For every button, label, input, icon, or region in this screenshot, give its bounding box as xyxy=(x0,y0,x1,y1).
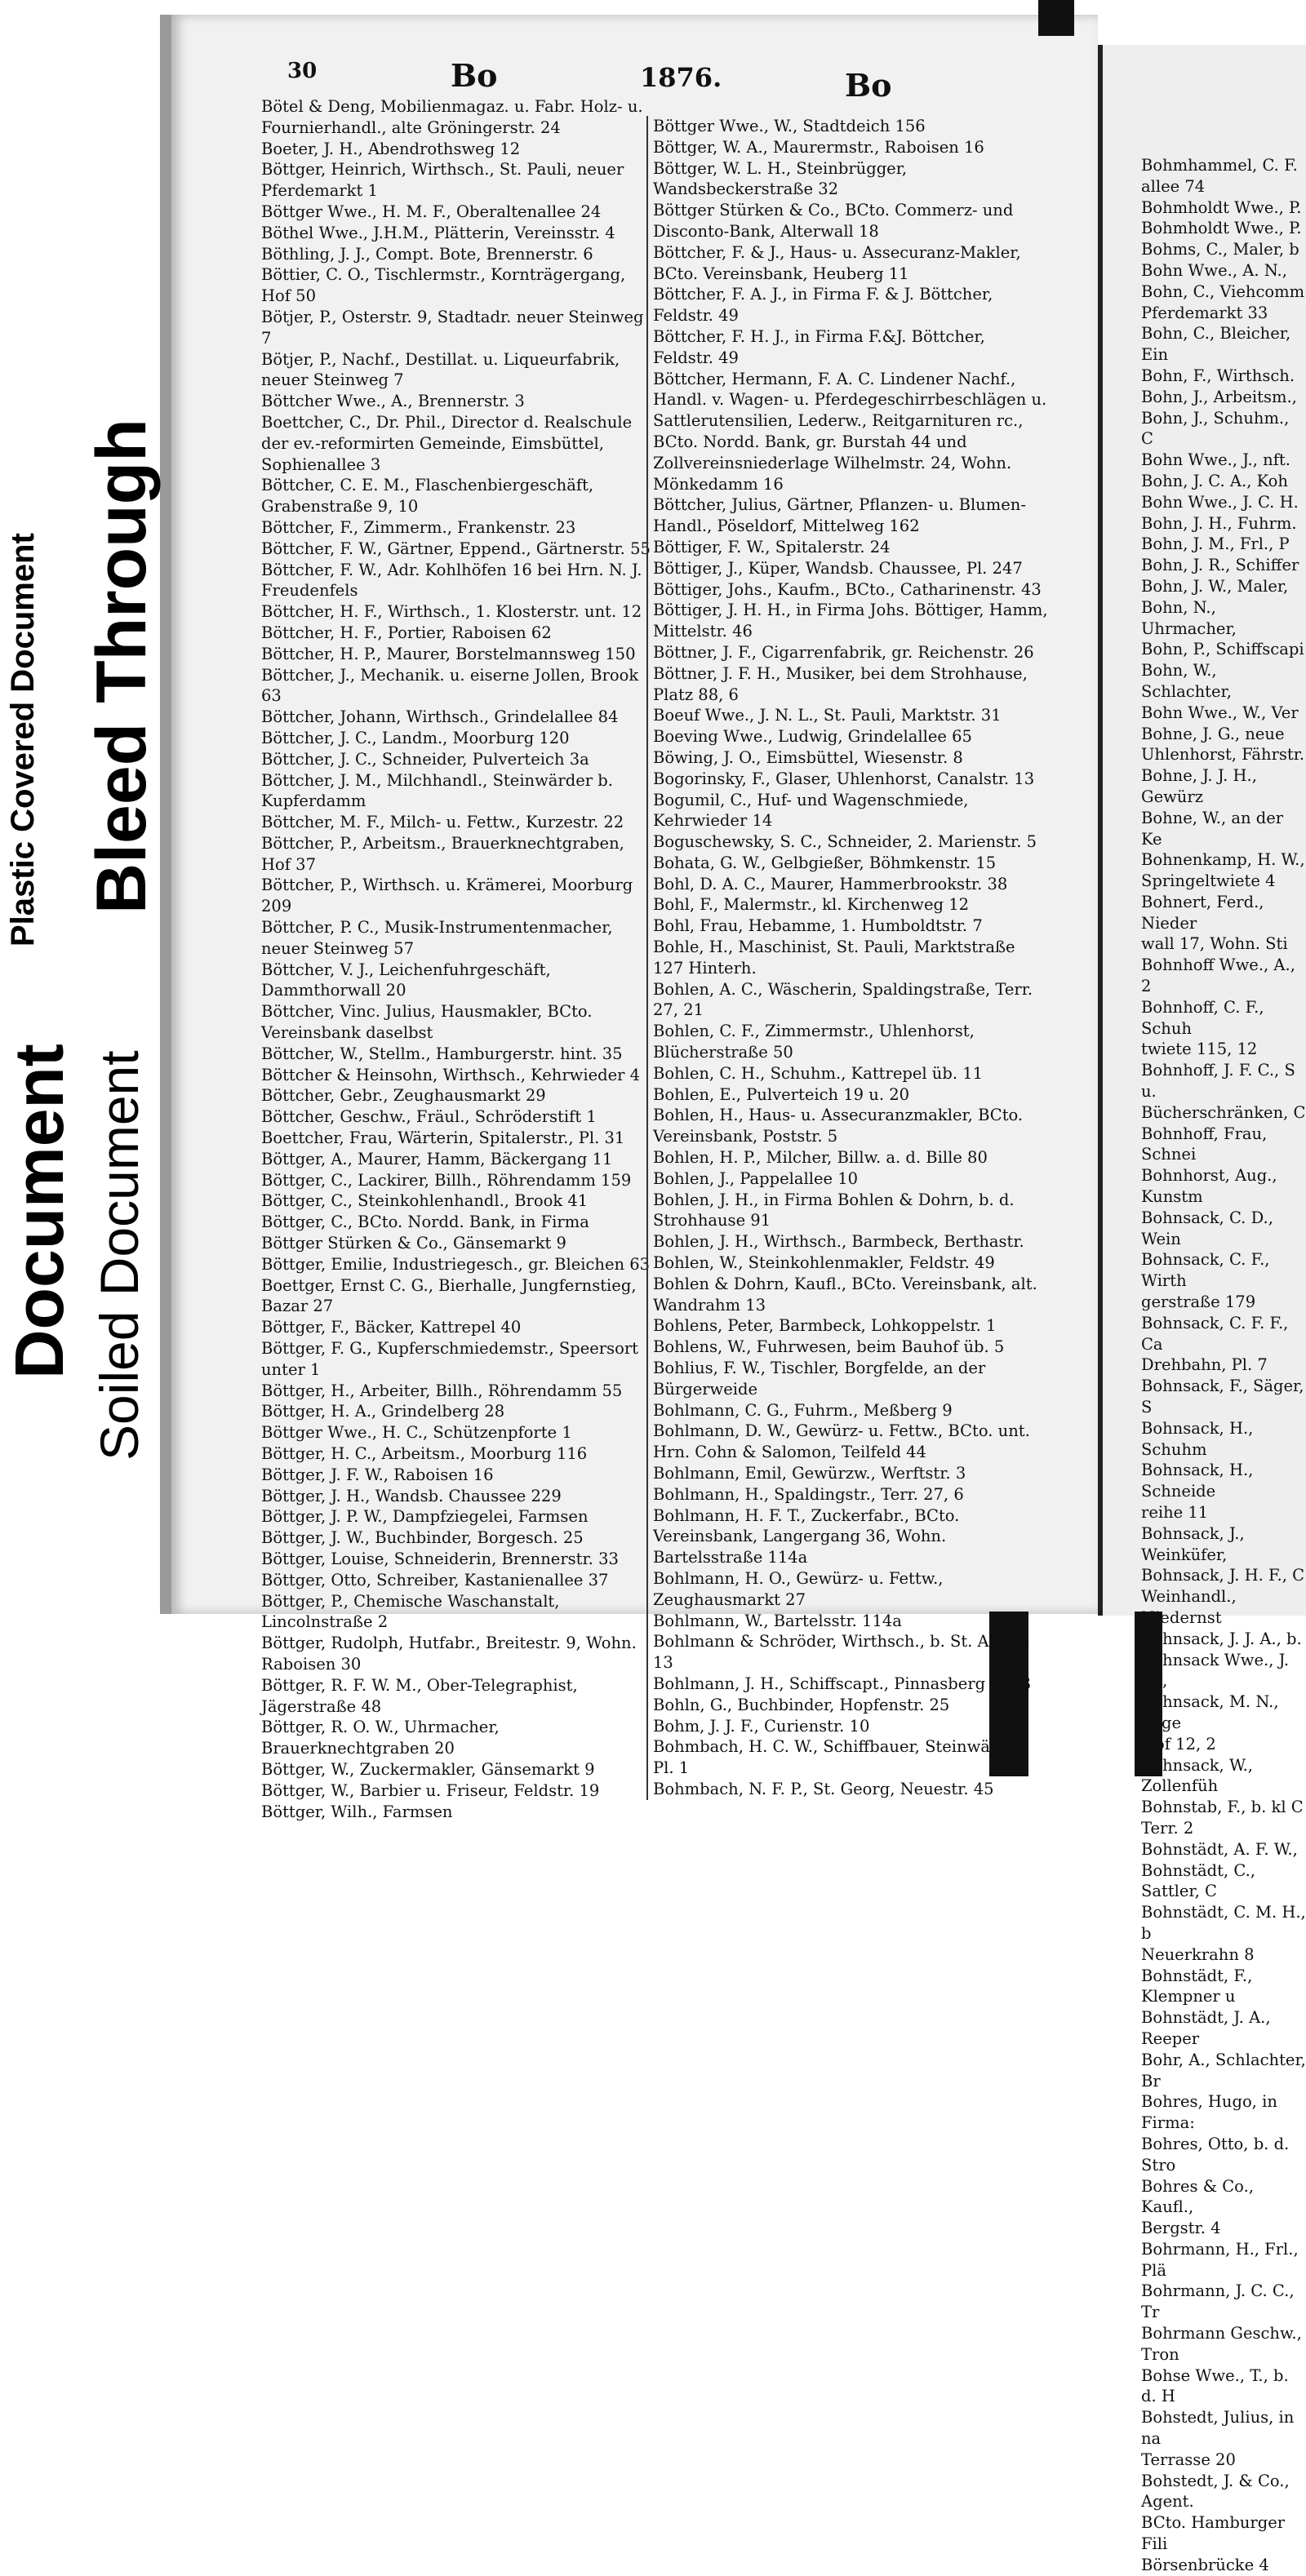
directory-entry: Böttger, Louise, Schneiderin, Brennerstr. 33 xyxy=(261,1549,619,1568)
directory-entry: Böttcher, Geschw., Fräul., Schröderstift 1 xyxy=(261,1107,597,1127)
directory-entry: Bogumil, C., Huf- und Wagenschmiede, Kehrwieder 14 xyxy=(653,790,969,831)
directory-entry: Böttcher, J. C., Landm., Moorburg 120 xyxy=(261,728,570,747)
directory-entry: Terrasse 20 xyxy=(1141,2450,1236,2469)
directory-entry: Bohl, D. A. C., Maurer, Hammerbrookstr. 38 xyxy=(653,874,1008,893)
directory-entry: Bohlen & Dohrn, Kaufl., BCto. Vereinsbank, alt. Wandrahm 13 xyxy=(653,1274,1037,1315)
directory-entry: Bohnsack, J. H. F., C xyxy=(1141,1566,1305,1585)
directory-entry: reihe 11 xyxy=(1141,1503,1209,1522)
directory-entry: wall 17, Wohn. Sti xyxy=(1141,934,1288,954)
directory-entry: Böttcher, F. & J., Haus- u. Assecuranz-Makler, BCto. Vereinsbank, Heuberg 11 xyxy=(653,242,1021,283)
directory-entry: Bohnstab, F., b. kl C xyxy=(1141,1798,1304,1817)
directory-entry: Uhlenhorst, Fährstr. xyxy=(1141,745,1305,765)
directory-entry: Terr. 2 xyxy=(1141,1818,1194,1838)
directory-entry: Böttger, J. P. W., Dampfziegelei, Farmsen xyxy=(261,1507,589,1527)
scanner-clip-top xyxy=(1038,0,1074,36)
directory-entry: Springeltwiete 4 xyxy=(1141,871,1276,891)
directory-entry: Böttger Wwe., H. C., Schützenpforte 1 xyxy=(261,1423,572,1443)
directory-entry: Bohres, Otto, b. d. Stro xyxy=(1141,2134,1290,2175)
directory-entry: Bohrmann, H., Frl., Plä xyxy=(1141,2239,1299,2280)
directory-entry: Weinhandl., Niedernst xyxy=(1141,1587,1237,1627)
page-number: 30 xyxy=(287,59,318,83)
directory-entry: Bohn, J. R., Schiffer xyxy=(1141,556,1299,575)
directory-entry: Bohnsack, F., Säger, S xyxy=(1141,1377,1304,1417)
directory-entry: Böttger, W., Zuckermakler, Gänsemarkt 9 xyxy=(261,1759,595,1779)
directory-entry: Bohlen, J. H., Wirthsch., Barmbeck, Berthastr. xyxy=(653,1232,1024,1252)
directory-entry: Bohn, J. W., Maler, xyxy=(1141,576,1289,596)
directory-entry: Bohn Wwe., A. N., xyxy=(1141,260,1287,280)
directory-entry: Böttner, J. F. H., Musiker, bei dem Strohhause, Platz 88, 6 xyxy=(653,663,1028,704)
directory-entry: Böttger, C., Steinkohlenhandl., Brook 41 xyxy=(261,1191,589,1211)
directory-entry: Boettger, Ernst C. G., Bierhalle, Jungfernstieg, Bazar 27 xyxy=(261,1275,637,1316)
directory-entry: Böttcher, H. F., Wirthsch., 1. Klosterstr. unt. 12 xyxy=(261,602,642,622)
directory-entry: Böttger, Heinrich, Wirthsch., St. Pauli, neuer Pferdemarkt 1 xyxy=(261,160,624,201)
directory-entry: Bohstedt, J. & Co., Agent. xyxy=(1141,2471,1290,2512)
directory-entry: Böttger Wwe., W., Stadtdeich 156 xyxy=(653,117,926,135)
directory-entry: Bohlmann, Emil, Gewürzw., Werftstr. 3 xyxy=(653,1464,966,1483)
directory-entry: Böttger, R. O. W., Uhrmacher, Brauerknechtgraben 20 xyxy=(261,1718,500,1758)
directory-entry: Boettcher, C., Dr. Phil., Director d. Realschule der ev.-reformirten Gemeinde, Eimsbüttel, Sophienallee 3 xyxy=(261,412,633,474)
directory-entry: Hof 12, 2 xyxy=(1141,1734,1216,1754)
directory-entry: Böttner, J. F., Cigarrenfabrik, gr. Reichenstr. 26 xyxy=(653,642,1034,662)
directory-entry: Bohnstädt, C. M. H., b xyxy=(1141,1903,1306,1943)
directory-entry: Bohlen, H., Haus- u. Assecuranzmakler, BCto. Vereinsbank, Poststr. 5 xyxy=(653,1106,1024,1146)
directory-entry: Böttcher, J. C., Schneider, Pulverteich 3a xyxy=(261,749,589,769)
directory-entry: Bohlen, J. H., in Firma Bohlen & Dohrn, b. d. Strohhause 91 xyxy=(653,1190,1015,1230)
directory-entry: Böttger, J. F. W., Raboisen 16 xyxy=(261,1465,494,1484)
directory-entry: Bohlen, J., Pappelallee 10 xyxy=(653,1168,859,1188)
directory-entry: Böttcher, P. C., Musik-Instrumentenmacher, neuer Steinweg 57 xyxy=(261,918,613,958)
directory-entry: Bohnsack, W., Zollenfüh xyxy=(1141,1755,1253,1796)
directory-entry: Bohn, N., Uhrmacher, xyxy=(1141,597,1237,638)
directory-entry: Bohn, J. M., Frl., P xyxy=(1141,534,1290,554)
directory-entry: Bogorinsky, F., Glaser, Uhlenhorst, Canalstr. 13 xyxy=(653,769,1035,788)
directory-entry: Bohnsack, H., Schuhm xyxy=(1141,1418,1254,1459)
directory-entry: Bohnhoff, J. F. C., S xyxy=(1141,1061,1295,1080)
directory-entry: Bohnenkamp, H. W., xyxy=(1141,850,1305,870)
directory-entry: Bohrmann Geschw., Tron xyxy=(1141,2324,1302,2364)
directory-entry: Bötjer, P., Nachf., Destillat. u. Liqueurfabrik, neuer Steinweg 7 xyxy=(261,349,620,390)
directory-column-left xyxy=(261,96,653,1822)
directory-entry: allee 74 xyxy=(1141,176,1206,196)
directory-entry: Bohne, J. G., neue xyxy=(1141,724,1285,743)
directory-entry: Bohms, C., Maler, b xyxy=(1141,240,1299,259)
directory-entry: Böttcher, V. J., Leichenfuhrgeschäft, Dammthorwall 20 xyxy=(261,960,551,1000)
directory-entry: Bohn, F., Wirthsch. xyxy=(1141,366,1295,385)
directory-entry: Bohn, J. H., Fuhrm. xyxy=(1141,513,1297,533)
directory-entry: Böttger, Emilie, Industriegesch., gr. Bleichen 63 xyxy=(261,1254,651,1274)
directory-entry: Boeter, J. H., Abendrothsweg 12 xyxy=(261,139,521,158)
directory-entry: Boeving Wwe., Ludwig, Grindelallee 65 xyxy=(653,727,972,747)
directory-entry: Böttger, P., Chemische Waschanstalt, Lincolnstraße 2 xyxy=(261,1591,560,1632)
directory-entry: BCto. Hamburger Fili xyxy=(1141,2513,1286,2554)
directory-entry: Böttcher, F. W., Adr. Kohlhöfen 16 bei Hrn. N. J. Freudenfels xyxy=(261,560,642,601)
directory-entry: Bohnsack, C. D., Wein xyxy=(1141,1208,1273,1248)
directory-entry: Bohlmann, D. W., Gewürz- u. Fettw., BCto. unt. Hrn. Cohn & Salomon, Teilfeld 44 xyxy=(653,1421,1030,1462)
directory-entry: Boettcher, Frau, Wärterin, Spitalerstr., Pl. 31 xyxy=(261,1128,625,1148)
directory-entry: Böttcher Wwe., A., Brennerstr. 3 xyxy=(261,392,525,411)
directory-entry: Böttcher, Johann, Wirthsch., Grindelallee 84 xyxy=(261,707,619,727)
directory-entry: Bergstr. 4 xyxy=(1141,2219,1221,2238)
directory-entry: Böttcher, H. F., Portier, Raboisen 62 xyxy=(261,623,552,642)
directory-entry: Böttcher, F. H. J., in Firma F.&J. Böttcher, Feldstr. 49 xyxy=(653,326,985,367)
directory-entry: Böttger, F., Bäcker, Kattrepel 40 xyxy=(261,1318,522,1337)
directory-entry: Böttger, H., Arbeiter, Billh., Röhrendamm 55 xyxy=(261,1381,623,1400)
directory-entry: Bohnstädt, F., Klempner u xyxy=(1141,1966,1253,2006)
directory-entry: Böttger, C., Lackirer, Billh., Röhrendamm 159 xyxy=(261,1170,632,1190)
directory-entry: Böttcher, H. P., Maurer, Borstelmannsweg 150 xyxy=(261,644,636,663)
directory-entry: Bohn, C., Bleicher, Ein xyxy=(1141,324,1291,365)
directory-entry: Bohnsack, H., Schneide xyxy=(1141,1461,1254,1501)
directory-entry: Bohlens, W., Fuhrwesen, beim Bauhof üb. 5 xyxy=(653,1337,1005,1357)
directory-entry: Bohlmann, J. H., Schiffscapt., Pinnasberg üb. 3 xyxy=(653,1674,1032,1693)
directory-entry: Bohne, J. J. H., Gewürz xyxy=(1141,766,1257,806)
directory-entry: Bohne, W., an der Ke xyxy=(1141,808,1284,849)
directory-entry: Böttger, W., Barbier u. Friseur, Feldstr. 19 xyxy=(261,1780,600,1800)
directory-entry: Bohr, A., Schlachter, Br xyxy=(1141,2050,1306,2091)
directory-entry: Bohmbach, N. F. P., St. Georg, Neuestr. 45 xyxy=(653,1779,994,1798)
directory-entry: Böttcher, Julius, Gärtner, Pflanzen- u. Blumen-Handl., Pöseldorf, Mittelweg 162 xyxy=(653,495,1026,536)
directory-entry: Bohnhoff, Frau, Schnei xyxy=(1141,1124,1268,1164)
running-head-left: Bo xyxy=(451,57,498,94)
directory-entry: Bohlen, E., Pulverteich 19 u. 20 xyxy=(653,1084,910,1104)
directory-entry: Bohlen, C. H., Schuhm., Kattrepel üb. 11 xyxy=(653,1063,984,1083)
directory-entry: Bohl, Frau, Hebamme, 1. Humboldtstr. 7 xyxy=(653,916,983,936)
directory-entry: Böthel Wwe., J.H.M., Plätterin, Vereinsstr. 4 xyxy=(261,223,615,242)
directory-entry: Böttcher, P., Arbeitsm., Brauerknechtgraben, Hof 37 xyxy=(261,833,624,874)
directory-entry: Böttger, W. A., Maurermstr., Raboisen 16 xyxy=(653,137,984,157)
directory-entry: Böttger Stürken & Co., BCto. Commerz- und Disconto-Bank, Alterwall 18 xyxy=(653,201,1014,241)
directory-entry: Bohlmann, H. F. T., Zuckerfabr., BCto. Vereinsbank, Langergang 36, Wohn. Bartelsstraße 114a xyxy=(653,1505,960,1567)
directory-entry: Böttger, H. C., Arbeitsm., Moorburg 116 xyxy=(261,1444,588,1463)
directory-entry: Bohnsack, C. F. F., Ca xyxy=(1141,1313,1289,1354)
directory-entry: Bohl, F., Malermstr., kl. Kirchenweg 12 xyxy=(653,895,970,915)
directory-entry: Bohlmann, H. O., Gewürz- u. Fettw., Zeughausmarkt 27 xyxy=(653,1568,944,1609)
directory-entry: Bohn, J. C. A., Koh xyxy=(1141,471,1288,490)
directory-entry: Bohnert, Ferd., Nieder xyxy=(1141,892,1264,933)
directory-entry: Bohlen, C. F., Zimmermstr., Uhlenhorst, Blücherstraße 50 xyxy=(653,1022,975,1062)
directory-entry: Bötjer, P., Osterstr. 9, Stadtadr. neuer Steinweg 7 xyxy=(261,307,644,348)
directory-entry: Böttger Wwe., H. M. F., Oberaltenallee 24 xyxy=(261,202,602,221)
directory-entry: Böttcher, M. F., Milch- u. Fettw., Kurzestr. 22 xyxy=(261,813,624,832)
directory-entry: Bohn, P., Schiffscapi xyxy=(1141,640,1304,659)
label-soiled-document: Soiled Document xyxy=(89,1050,149,1461)
directory-entry: Bohnsack, J., Weinküfer, xyxy=(1141,1523,1245,1564)
directory-entry: gerstraße 179 xyxy=(1141,1292,1256,1312)
directory-entry: Bohnsack Wwe., J. M., xyxy=(1141,1650,1290,1691)
directory-entry: Bohle, H., Maschinist, St. Pauli, Marktstraße 127 Hinterh. xyxy=(653,938,1015,978)
directory-entry: Drehbahn, Pl. 7 xyxy=(1141,1355,1268,1375)
directory-entry: Bohlmann, C. G., Fuhrm., Meßberg 9 xyxy=(653,1400,953,1420)
directory-entry: Böttcher, F. A. J., in Firma F. & J. Böttcher, Feldstr. 49 xyxy=(653,285,993,326)
directory-entry: Bohnhoff, C. F., Schuh xyxy=(1141,997,1264,1038)
directory-entry: Bohnstädt, J. A., Reeper xyxy=(1141,2008,1271,2048)
directory-entry: twiete 115, 12 xyxy=(1141,1040,1258,1059)
directory-entry: Börsenbrücke 4 xyxy=(1141,2555,1269,2574)
directory-entry: Böttcher, F. W., Gärtner, Eppend., Gärtnerstr. 55 xyxy=(261,539,651,558)
directory-entry: Bohnsack, C. F., Wirth xyxy=(1141,1250,1270,1291)
directory-entry: Bötel & Deng, Mobilienmagaz. u. Fabr. Holz- u. Fournierhandl., alte Gröningerstr. 24 xyxy=(261,97,643,137)
directory-entry: Bohln, G., Buchbinder, Hopfenstr. 25 xyxy=(653,1695,950,1714)
directory-entry: Bohnsack, M. N., Säge xyxy=(1141,1692,1279,1732)
directory-entry: Böttiger, Johs., Kaufm., BCto., Catharinenstr. 43 xyxy=(653,579,1042,599)
directory-entry: Bohse Wwe., T., b. d. H xyxy=(1141,2365,1289,2406)
directory-entry: Bohnstädt, A. F. W., xyxy=(1141,1839,1298,1859)
label-bleed-through: Bleed Through xyxy=(82,419,161,914)
directory-column-right-page xyxy=(1141,155,1306,2576)
directory-entry: Bohm, J. J. F., Curienstr. 10 xyxy=(653,1716,870,1736)
directory-entry: Bohlen, W., Steinkohlenmakler, Feldstr. 49 xyxy=(653,1253,995,1273)
directory-entry: Bohmholdt Wwe., P. xyxy=(1141,219,1302,238)
directory-entry: Böttger, Otto, Schreiber, Kastanienallee 37 xyxy=(261,1570,609,1589)
directory-entry: Böttcher, P., Wirthsch. u. Krämerei, Moorburg 209 xyxy=(261,876,633,916)
directory-entry: Boeuf Wwe., J. N. L., St. Pauli, Marktstr. 31 xyxy=(653,706,1002,725)
directory-entry: u. Bücherschränken, C xyxy=(1141,1082,1306,1122)
directory-entry: Böttcher, J. M., Milchhandl., Steinwärder b. Kupferdamm xyxy=(261,770,613,811)
directory-entry: Böttger, A., Maurer, Hamm, Bäckergang 11 xyxy=(261,1149,613,1168)
directory-entry: Pferdemarkt 33 xyxy=(1141,303,1268,322)
directory-entry: Bohn Wwe., J., nft. xyxy=(1141,450,1290,470)
directory-entry: Böttger, F. G., Kupferschmiedemstr., Speersort unter 1 xyxy=(261,1339,639,1379)
directory-entry: Böttger, J. H., Wandsb. Chaussee 229 xyxy=(261,1486,562,1505)
directory-entry: Böttier, C. O., Tischlermstr., Kornträgergang, Hof 50 xyxy=(261,265,626,306)
directory-entry: Böttiger, J. H. H., in Firma Johs. Böttiger, Hamm, Mittelstr. 46 xyxy=(653,601,1048,641)
directory-entry: Böttger, C., BCto. Nordd. Bank, in Firma Böttger Stürken & Co., Gänsemarkt 9 xyxy=(261,1213,589,1253)
directory-entry: Bohlius, F. W., Tischler, Borgfelde, an der Bürgerweide xyxy=(653,1359,986,1399)
directory-entry: Bohn, W., Schlachter, xyxy=(1141,661,1232,701)
directory-entry: Bohata, G. W., Gelbgießer, Böhmkenstr. 15 xyxy=(653,853,997,872)
label-plastic-covered: Plastic Covered Document xyxy=(5,533,41,947)
directory-entry: Böttcher, C. E. M., Flaschenbiergeschäft, Grabenstraße 9, 10 xyxy=(261,476,594,517)
directory-entry: Bohlmann, H., Spaldingstr., Terr. 27, 6 xyxy=(653,1484,964,1504)
directory-entry: Bohn, C., Viehcomm xyxy=(1141,282,1305,301)
directory-entry: Böttiger, F. W., Spitalerstr. 24 xyxy=(653,537,891,556)
label-document: Document xyxy=(1,1044,78,1379)
directory-entry: Bohnhoff Wwe., A., 2 xyxy=(1141,955,1295,996)
directory-entry: Bohn Wwe., J. C. H. xyxy=(1141,492,1299,512)
directory-entry: Bohlens, Peter, Barmbeck, Lohkoppelstr. 1 xyxy=(653,1316,997,1336)
directory-entry: Bohmholdt Wwe., P. xyxy=(1141,197,1302,217)
running-head-right: Bo xyxy=(845,67,892,104)
directory-entry: Bohres, Hugo, in Firma: xyxy=(1141,2092,1277,2133)
directory-entry: Böttger, Wilh., Farmsen xyxy=(261,1802,453,1821)
directory-entry: Bohrmann, J. C. C., Tr xyxy=(1141,2281,1295,2322)
running-head-year: 1876. xyxy=(640,62,722,93)
directory-entry: Neuerkrahn 8 xyxy=(1141,1944,1255,1964)
directory-entry: Böttiger, J., Küper, Wandsb. Chaussee, Pl. 247 xyxy=(653,558,1023,578)
directory-entry: Bohn Wwe., W., Ver xyxy=(1141,703,1299,722)
directory-entry: Bohnsack, J. J. A., b. xyxy=(1141,1629,1302,1648)
directory-entry: Bohn, J., Schuhm., C xyxy=(1141,408,1290,449)
directory-entry: Böttger, W. L. H., Steinbrügger, Wandsbeckerstraße 32 xyxy=(653,158,908,199)
directory-entry: Böttger, J. W., Buchbinder, Borgesch. 25 xyxy=(261,1528,584,1548)
directory-entry: Bohlen, H. P., Milcher, Billw. a. d. Bille 80 xyxy=(653,1148,988,1168)
directory-entry: Bohlmann & Schröder, Wirthsch., b. St. Annen 13 xyxy=(653,1632,1029,1673)
directory-column-middle xyxy=(646,116,1050,1800)
directory-entry: Böwing, J. O., Eimsbüttel, Wiesenstr. 8 xyxy=(653,747,963,767)
directory-entry: Bohnhorst, Aug., Kunstm xyxy=(1141,1166,1277,1207)
directory-entry: Boguschewsky, S. C., Schneider, 2. Marienstr. 5 xyxy=(653,832,1037,852)
directory-entry: Böttger, Rudolph, Hutfabr., Breitestr. 9, Wohn. Raboisen 30 xyxy=(261,1634,637,1674)
directory-entry: Böttcher, W., Stellm., Hamburgerstr. hint. 35 xyxy=(261,1044,623,1063)
directory-entry: Bohnstädt, C., Sattler, C xyxy=(1141,1860,1255,1901)
directory-entry: Böttcher, Vinc. Julius, Hausmakler, BCto. Vereinsbank daselbst xyxy=(261,1002,593,1043)
directory-entry: Böttger, R. F. W. M., Ober-Telegraphist, Jägerstraße 48 xyxy=(261,1675,578,1716)
directory-entry: Bohstedt, Julius, in na xyxy=(1141,2408,1295,2449)
directory-entry: Böthling, J. J., Compt. Bote, Brennerstr. 6 xyxy=(261,244,593,264)
directory-entry: Bohres & Co., Kaufl., xyxy=(1141,2176,1254,2217)
directory-entry: Böttger, H. A., Grindelberg 28 xyxy=(261,1402,505,1421)
directory-entry: Bohmbach, H. C. W., Schiffbauer, Steinwärder, Pl. 1 xyxy=(653,1737,1028,1778)
directory-entry: Bohmhammel, C. F. xyxy=(1141,156,1298,175)
directory-entry: Böttcher, Hermann, F. A. C. Lindener Nachf., Handl. v. Wagen- u. Pferdegeschirrbeschlägen u. Sattlerutensilien, Lederw., Reitgarnituren rc., BCto. Nordd. Bank, gr. Burstah 44 und Zollvereinsniederlage Wilhelmstr. 24, Wohn. Mönkedamm 16 xyxy=(653,369,1047,494)
directory-entry: Bohn, J., Arbeitsm., xyxy=(1141,387,1297,406)
directory-entry: Bohlmann, W., Bartelsstr. 114a xyxy=(653,1611,902,1630)
directory-entry: Böttcher, F., Zimmerm., Frankenstr. 23 xyxy=(261,517,576,537)
directory-entry: Böttcher, J., Mechanik. u. eiserne Jollen, Brook 63 xyxy=(261,665,639,706)
directory-entry: Bohlen, A. C., Wäscherin, Spaldingstraße, Terr. 27, 21 xyxy=(653,979,1033,1020)
directory-entry: Böttcher & Heinsohn, Wirthsch., Kehrwieder 4 xyxy=(261,1065,641,1084)
directory-entry: Böttcher, Gebr., Zeughausmarkt 29 xyxy=(261,1086,546,1106)
